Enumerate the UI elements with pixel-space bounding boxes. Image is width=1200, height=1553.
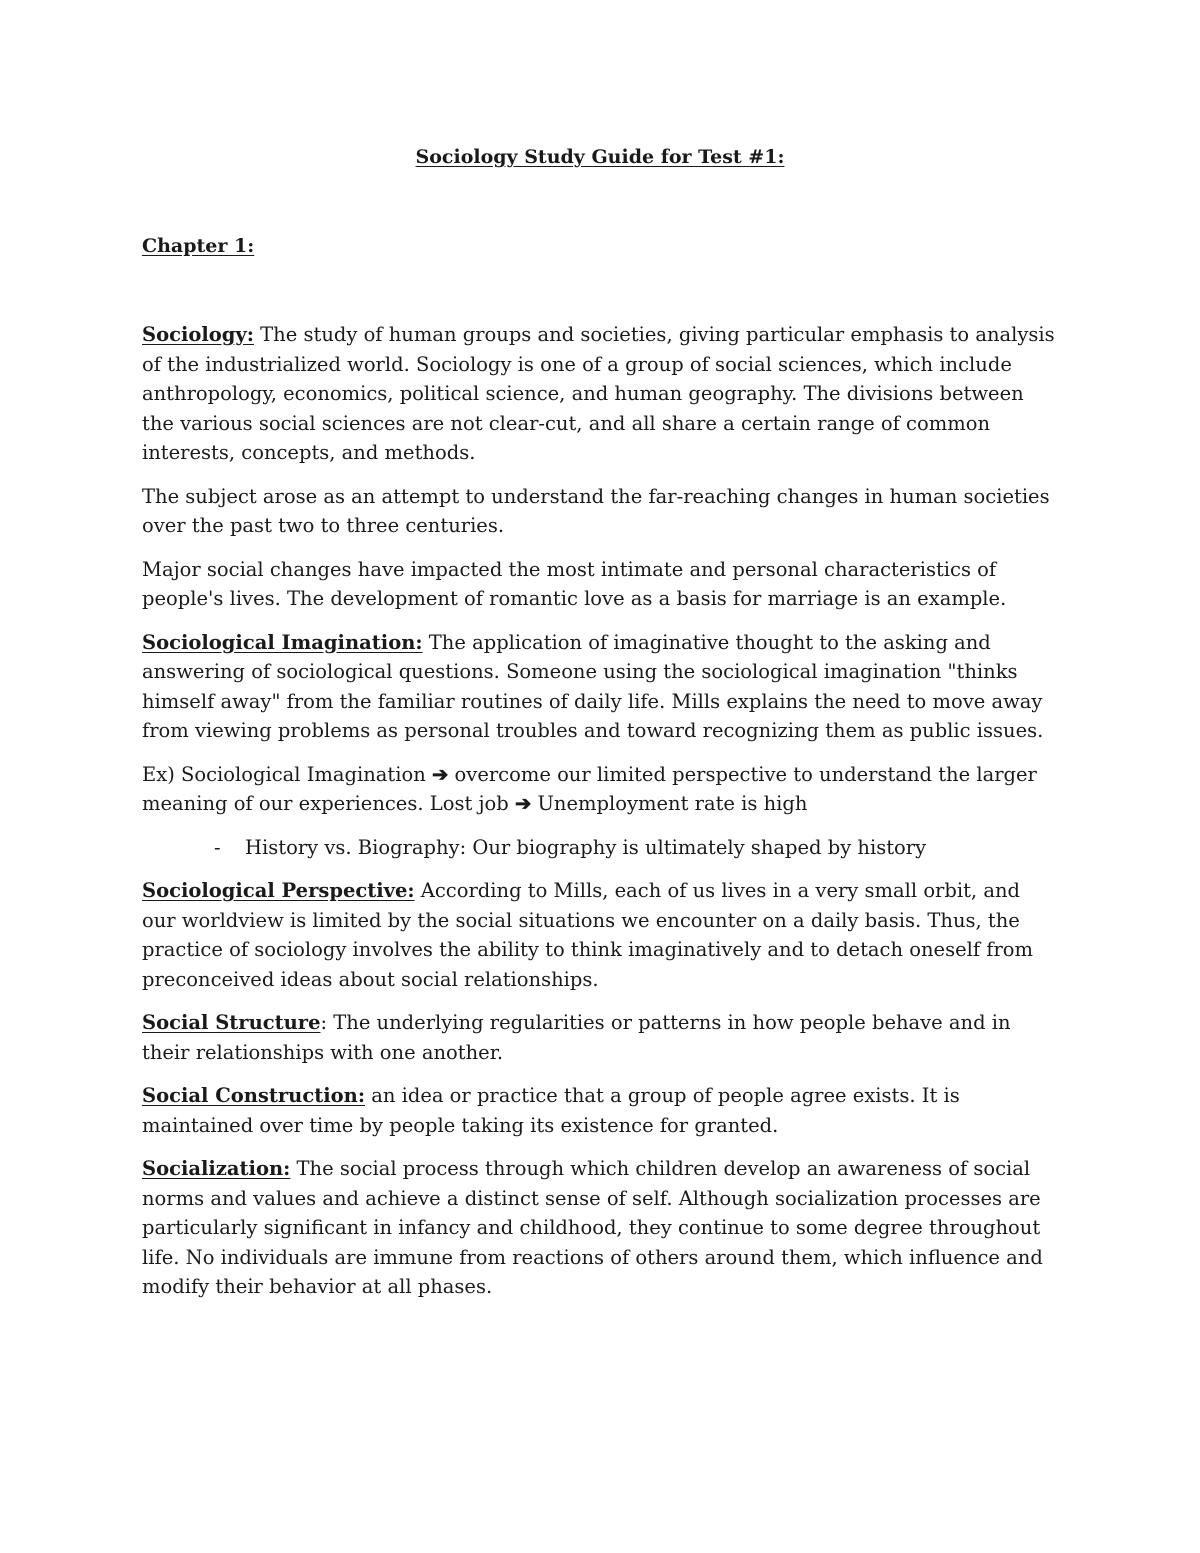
term-sociological-perspective: Sociological Perspective: [142, 879, 415, 902]
definition-socialization: The social process through which children develop an awareness of social norms and values and achieve a distinct sense of self. Although socialization processes are particularly significant in infancy and childhood, they continue to some degree throughout life. No individuals are immune from reactions of others around them, which influence and modify their behavior at all phases. [142, 1157, 1043, 1298]
term-socialization: Socialization: [142, 1157, 291, 1180]
definition-social-structure: : The underlying regularities or patterns in how people behave and in their relationships with one another. [142, 1011, 1011, 1064]
term-sociological-imagination: Sociological Imagination: [142, 630, 423, 654]
term-sociology: Sociology: [142, 323, 254, 346]
example-text-2: overcome our limited perspective to understand the larger meaning of our experiences. Lost job [142, 762, 1037, 815]
example-text-3: Unemployment rate is high [531, 792, 808, 815]
paragraph-social-construction [142, 1081, 1057, 1140]
paragraph-subject-origin: The subject arose as an attempt to understand the far-reaching changes in human societies over the past two to three centuries. [142, 484, 1050, 537]
paragraph-sociological-imagination [142, 628, 1057, 746]
term-social-construction: Social Construction: [142, 1084, 366, 1107]
list-item-text: History vs. Biography: Our biography is ultimately shaped by history [245, 835, 927, 859]
paragraph-social-changes: Major social changes have impacted the most intimate and personal characteristics of people's lives. The development of romantic love as a basis for marriage is an example. [142, 557, 1007, 610]
definition-social-construction: an idea or practice that a group of people agree exists. It is maintained over time by people taking its existence for granted. [142, 1084, 960, 1137]
paragraph-sociological-perspective [142, 876, 1057, 994]
example-text-1: Ex) Sociological Imagination [142, 762, 433, 786]
paragraph-social-structure [142, 1008, 1057, 1067]
document-body [142, 320, 1057, 1316]
paragraph-sociology [142, 320, 1057, 468]
definition-sociological-imagination: The application of imaginative thought to the asking and answering of sociological questions. Someone using the sociological imagination "thinks himself away" from the familiar routines of daily life. Mills explains the need to move away from viewing problems as personal troubles and toward recognizing them as public issues. [142, 630, 1044, 742]
chapter-heading: Chapter 1: [142, 235, 255, 257]
document-title: Sociology Study Guide for Test #1: [415, 146, 785, 168]
paragraph-socialization [142, 1154, 1057, 1302]
arrow-right-icon: ➔ [514, 792, 532, 815]
definition-sociology: The study of human groups and societies, giving particular emphasis to analysis of the industrialized world. Sociology is one of a group of social sciences, which include anthropology, economics, political science, and human geography. The divisions between the various social sciences are not clear-cut, and all share a certain range of common interests, concepts, and methods. [142, 323, 1055, 464]
dash-bullet: - [214, 835, 221, 859]
list-item-history-biography [142, 833, 1057, 863]
arrow-right-icon: ➔ [432, 762, 449, 786]
term-social-structure: Social Structure [142, 1011, 321, 1034]
paragraph-example [142, 760, 1057, 819]
definition-sociological-perspective: According to Mills, each of us lives in a very small orbit, and our worldview is limited by the social situations we encounter on a daily basis. Thus, the practice of sociology involves the ability to think imaginatively and to detach oneself from preconceived ideas about social relationships. [142, 879, 1034, 991]
